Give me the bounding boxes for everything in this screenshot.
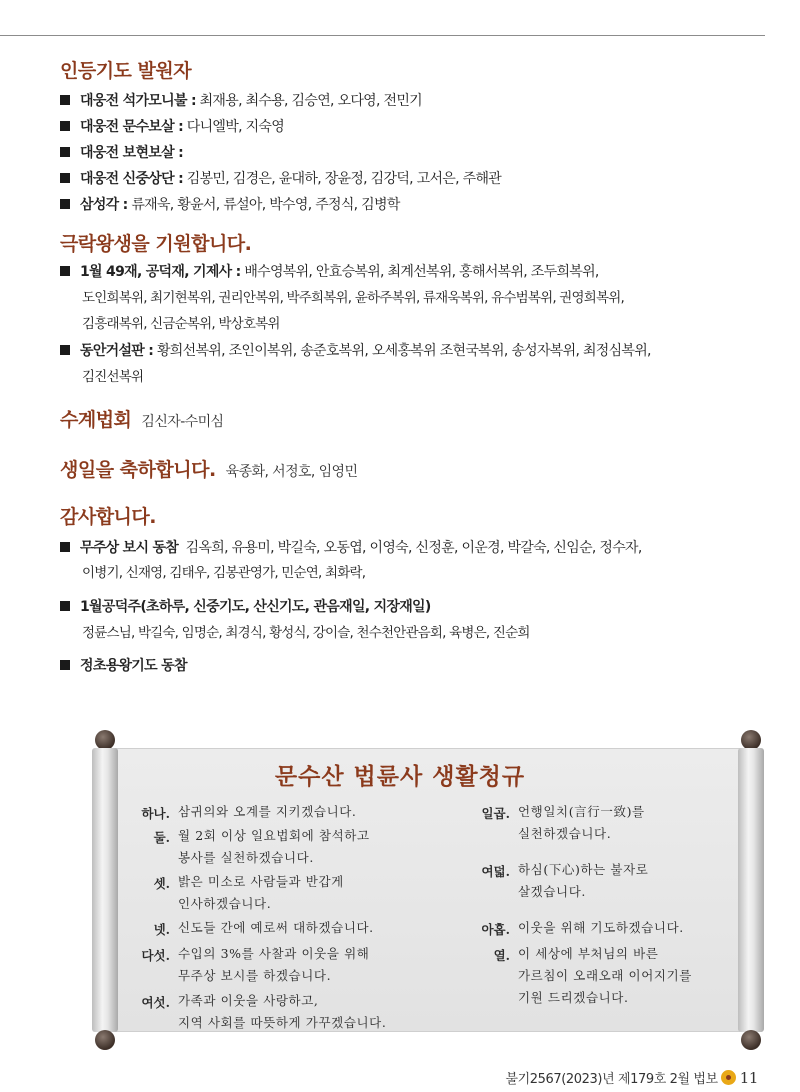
precepts-heading: 수계법회 김신자-수미심 — [60, 409, 224, 431]
square-bullet-icon — [60, 542, 70, 552]
paradise-memorial-line-2: 도인희복위, 최기현복위, 권리안복위, 박주희복위, 윤하주복위, 류재욱복위, 유수범복위, 권영희복위, — [82, 290, 625, 306]
rule-line: 언행일치(言行一致)를 — [518, 804, 645, 819]
rule-line: 지역 사회를 따뜻하게 가꾸겠습니다. — [178, 1015, 387, 1030]
square-bullet-icon — [60, 601, 70, 611]
rule-line: 삼귀의와 오계를 지키겠습니다. — [178, 804, 357, 819]
rod-knob-icon — [95, 1030, 115, 1050]
rule-line: 가족과 이웃을 사랑하고, — [178, 993, 319, 1008]
rule-line: 하심(下心)하는 불자로 — [518, 862, 649, 877]
page-number: 11 — [739, 1068, 758, 1087]
thanks-item-dragon-king: 정초용왕기도 동참 — [60, 656, 187, 677]
precepts-names: 김신자-수미심 — [141, 414, 224, 430]
rod-knob-icon — [95, 730, 115, 750]
square-bullet-icon — [60, 345, 70, 355]
square-bullet-icon — [60, 660, 70, 670]
square-bullet-icon — [60, 173, 70, 183]
square-bullet-icon — [60, 95, 70, 105]
thanks-donation-line-2: 이병기, 신재영, 김태우, 김봉관영가, 민순연, 최화락, — [82, 565, 366, 581]
lamp-item-1: 대웅전 문수보살 : 다니엘박, 지숙영 — [60, 117, 284, 138]
rule-number: 넷. — [153, 922, 170, 937]
rule-number: 둘. — [153, 830, 170, 845]
rule-number: 하나. — [141, 806, 170, 821]
square-bullet-icon — [60, 147, 70, 157]
rule-line: 살겠습니다. — [518, 884, 586, 899]
top-divider — [0, 35, 765, 36]
lamp-item-0: 대웅전 석가모니불 : 최재용, 최수용, 김승연, 오다영, 전민기 — [60, 91, 422, 112]
lamp-heading: 인등기도 발원자 — [60, 60, 192, 82]
rod-knob-icon — [741, 730, 761, 750]
paradise-item-memorial: 1월 49재, 공덕재, 기제사 : 배수영복위, 안효승복위, 최계선복위, 홍해서복위, 조두희복위, — [60, 262, 599, 283]
lamp-item-4: 삼성각 : 류재욱, 황윤서, 류설아, 박수영, 주정식, 김병학 — [60, 195, 400, 216]
rule-number: 열. — [493, 948, 510, 963]
rule-line: 이웃을 위해 기도하겠습니다. — [518, 920, 684, 935]
rule-line: 기원 드리겠습니다. — [518, 990, 629, 1005]
lamp-item-2: 대웅전 보현보살 : — [60, 143, 183, 164]
rule-line: 인사하겠습니다. — [178, 896, 272, 911]
rule-number: 여덟. — [481, 864, 510, 879]
birthday-heading: 생일을 축하합니다. 육종화, 서정호, 임영민 — [60, 459, 358, 481]
rule-line: 봉사를 실천하겠습니다. — [178, 850, 314, 865]
rule-number: 일곱. — [481, 806, 510, 821]
thanks-item-donation: 무주상 보시 동참 김옥희, 유용미, 박길숙, 오동엽, 이영숙, 신정훈, 이운경, 박갈숙, 신임순, 정수자, — [60, 538, 642, 559]
rule-line: 무주상 보시를 하겠습니다. — [178, 968, 332, 983]
paradise-winter-line-2: 김진선복위 — [82, 369, 144, 385]
rule-number: 다섯. — [141, 948, 170, 963]
thanks-heading: 감사합니다. — [60, 506, 156, 528]
square-bullet-icon — [60, 121, 70, 131]
lamp-item-3: 대웅전 신중상단 : 김봉민, 김경은, 윤대하, 장윤정, 김강덕, 고서은, 주해관 — [60, 169, 501, 190]
square-bullet-icon — [60, 266, 70, 276]
rod-knob-icon — [741, 1030, 761, 1050]
dharma-wheel-icon — [721, 1070, 736, 1085]
rule-line: 수입의 3%를 사찰과 이웃을 위해 — [178, 946, 370, 961]
square-bullet-icon — [60, 199, 70, 209]
rule-number: 여섯. — [141, 995, 170, 1010]
thanks-item-merit: 1월공덕주(초하루, 신중기도, 산신기도, 관음재일, 지장재일) — [60, 597, 431, 618]
rule-line: 밝은 미소로 사람들과 반갑게 — [178, 874, 344, 889]
rule-number: 아홉. — [481, 922, 510, 937]
paradise-memorial-line-3: 김흥래복위, 신금순복위, 박상호복위 — [82, 316, 280, 332]
scroll-title: 문수산 법륜사 생활청규 — [274, 764, 526, 790]
rule-line: 월 2회 이상 일요법회에 참석하고 — [178, 828, 370, 843]
paradise-heading: 극락왕생을 기원합니다. — [60, 233, 252, 255]
thanks-merit-line: 정륜스님, 박길숙, 임명순, 최경식, 황성식, 강이슬, 천수천안관음회, 육병은, 진순희 — [82, 625, 530, 641]
paradise-item-winter-retreat: 동안거설판 : 황희선복위, 조인이복위, 송준호복위, 오세홍복위 조현국복위, 송성자복위, 최정심복위, — [60, 341, 651, 362]
rule-number: 셋. — [153, 876, 170, 891]
rule-line: 신도들 간에 예로써 대하겠습니다. — [178, 920, 374, 935]
birthday-names: 육종화, 서정호, 임영민 — [225, 464, 358, 480]
rule-line: 실천하겠습니다. — [518, 826, 612, 841]
footer-publication: 불기2567(2023)년 제179호 2월 법보 — [505, 1072, 718, 1087]
page-footer — [505, 1068, 758, 1087]
rule-line: 가르침이 오래오래 이어지기를 — [518, 968, 692, 983]
rule-line: 이 세상에 부처님의 바른 — [518, 946, 659, 961]
